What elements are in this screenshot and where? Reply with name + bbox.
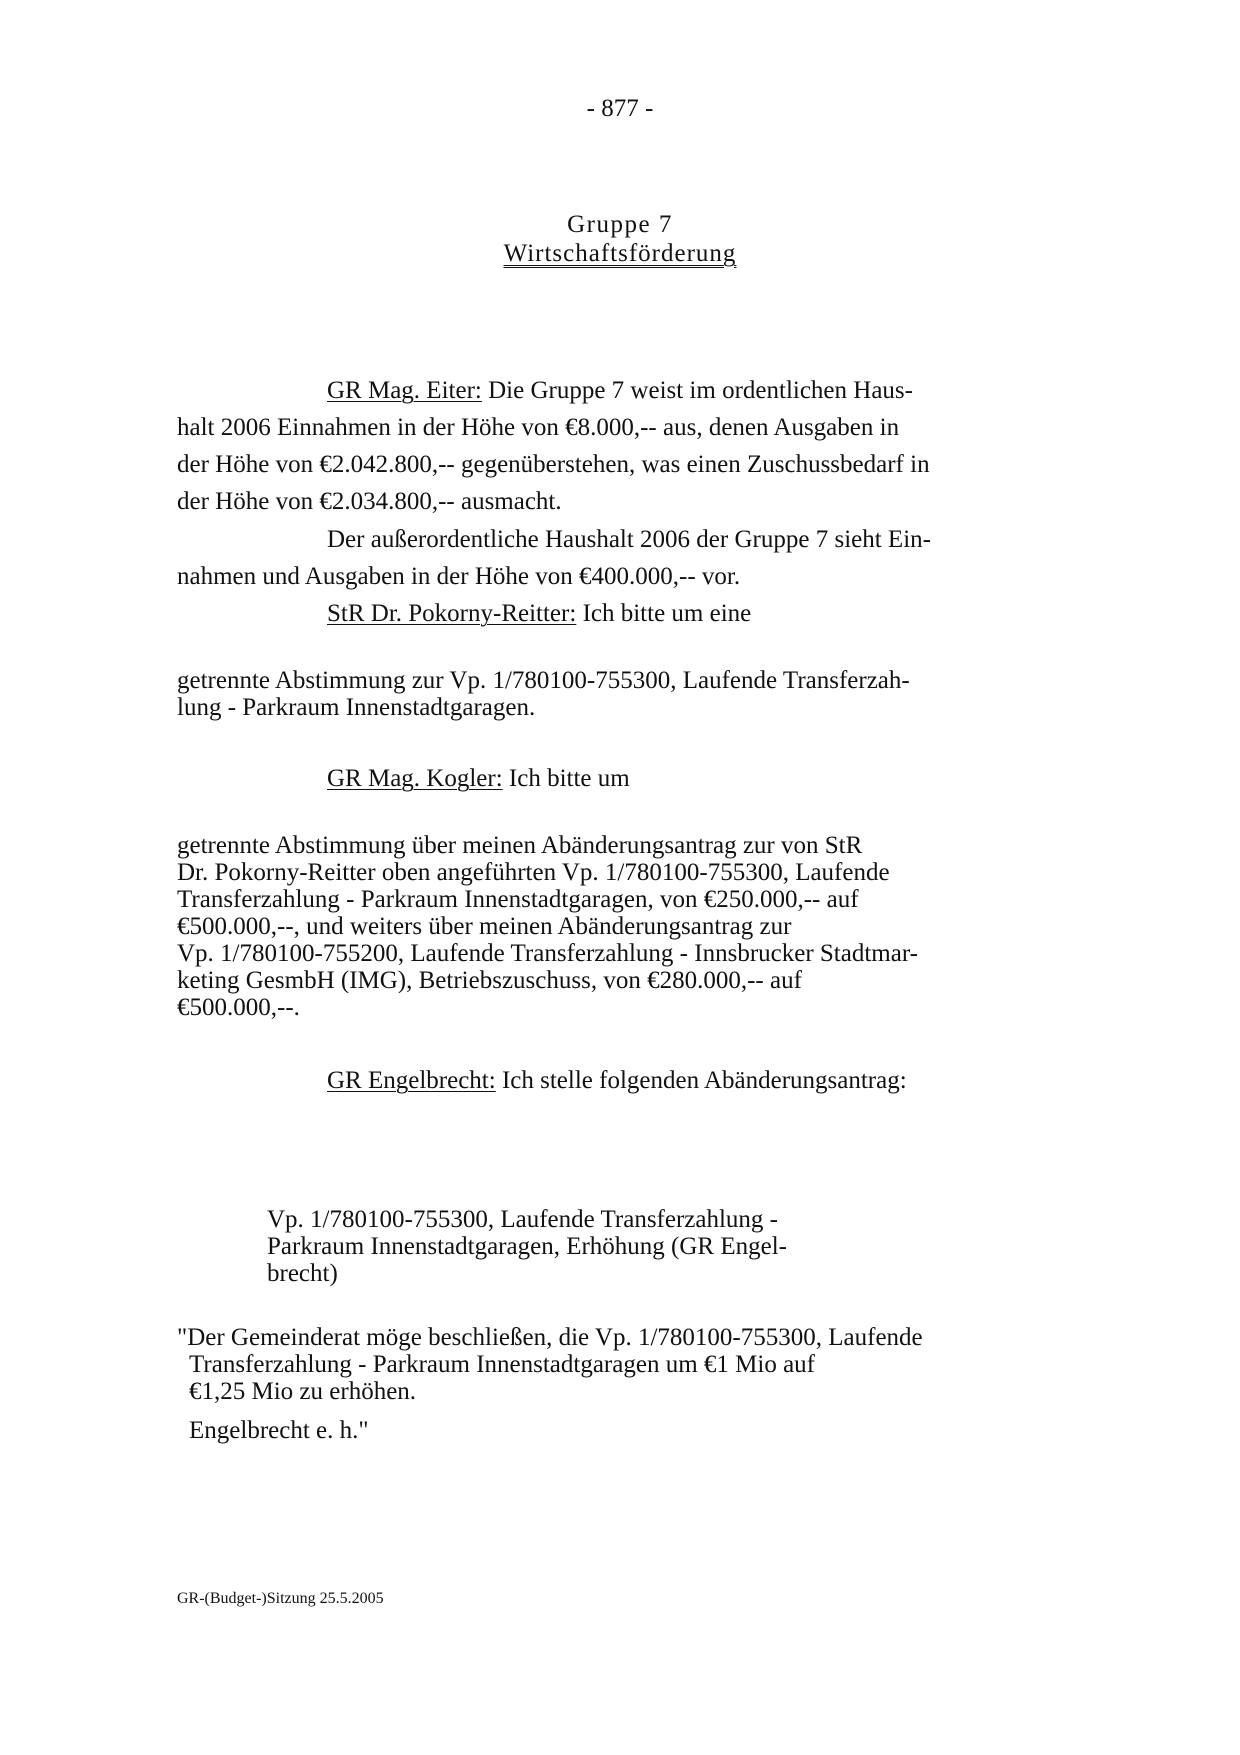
motion-text-line1: "Der Gemeinderat möge beschließen, die Vp. 1/780100-755300, Laufende: [177, 1324, 923, 1351]
speaker-kogler: GR Mag. Kogler:: [327, 765, 503, 792]
para4-line1: getrennte Abstimmung über meinen Abänderungsantrag zur von StR: [177, 832, 863, 859]
para4-line3: Transferzahlung - Parkraum Innenstadtgaragen, von €250.000,-- auf: [177, 886, 859, 913]
para4-line2: Dr. Pokorny-Reitter oben angeführten Vp. 1/780100-755300, Laufende: [177, 859, 890, 886]
speaker-pokorny-reitter: StR Dr. Pokorny-Reitter:: [327, 600, 577, 627]
motion-text-line2: Transferzahlung - Parkraum Innenstadtgaragen um €1 Mio auf: [189, 1351, 815, 1378]
speaker-engelbrecht: GR Engelbrecht:: [327, 1067, 496, 1094]
motion-heading-line1: Vp. 1/780100-755300, Laufende Transferzahlung -: [267, 1206, 779, 1233]
speaker-eiter: GR Mag. Eiter:: [327, 377, 482, 404]
para1-line1: [327, 377, 913, 405]
motion-heading-line3: brecht): [267, 1260, 338, 1287]
motion-signature: Engelbrecht e. h.": [189, 1417, 369, 1444]
page-number: - 877 -: [586, 95, 654, 122]
motion-heading-line2: Parkraum Innenstadtgaragen, Erhöhung (GR Engel-: [267, 1233, 787, 1260]
para4-line6: keting GesmbH (IMG), Betriebszuschuss, von €280.000,-- auf: [177, 967, 802, 994]
para5-text: Ich stelle folgenden Abänderungsantrag:: [501, 1067, 907, 1094]
para3-line1: getrennte Abstimmung zur Vp. 1/780100-755300, Laufende Transferzah-: [177, 667, 910, 694]
para4-line7: €500.000,--.: [177, 994, 300, 1021]
group-subtitle-text: Wirtschaftsförderung: [503, 240, 737, 267]
para3-line2: lung - Parkraum Innenstadtgaragen.: [177, 694, 536, 721]
para1-line4: der Höhe von €2.034.800,-- ausmacht.: [177, 488, 562, 515]
para4-line5: Vp. 1/780100-755200, Laufende Transferzahlung - Innsbrucker Stadtmar-: [177, 940, 918, 967]
para2-line2: nahmen und Ausgaben in der Höhe von €400.000,-- vor.: [177, 563, 741, 590]
para2-line1: Der außerordentliche Haushalt 2006 der Gruppe 7 sieht Ein-: [327, 526, 931, 553]
footer: GR-(Budget-)Sitzung 25.5.2005: [177, 1590, 384, 1607]
para4-line4: €500.000,--, und weiters über meinen Abänderungsantrag zur: [177, 913, 792, 940]
para5-lead: [327, 1067, 907, 1095]
para4-text: Ich bitte um: [508, 765, 630, 792]
para3-lead: [327, 600, 751, 628]
para1-text: Die Gruppe 7 weist im ordentlichen Haus-: [488, 377, 913, 404]
para1-line3: der Höhe von €2.042.800,-- gegenüberstehen, was einen Zuschussbedarf in: [177, 451, 930, 478]
para1-line2: halt 2006 Einnahmen in der Höhe von €8.000,-- aus, denen Ausgaben in: [177, 414, 900, 441]
motion-text-line3: €1,25 Mio zu erhöhen.: [189, 1378, 417, 1405]
para4-lead: [327, 765, 630, 793]
group-subtitle: [0, 240, 1240, 268]
para3-text: Ich bitte um eine: [582, 600, 752, 627]
group-title: Gruppe 7: [567, 211, 673, 238]
